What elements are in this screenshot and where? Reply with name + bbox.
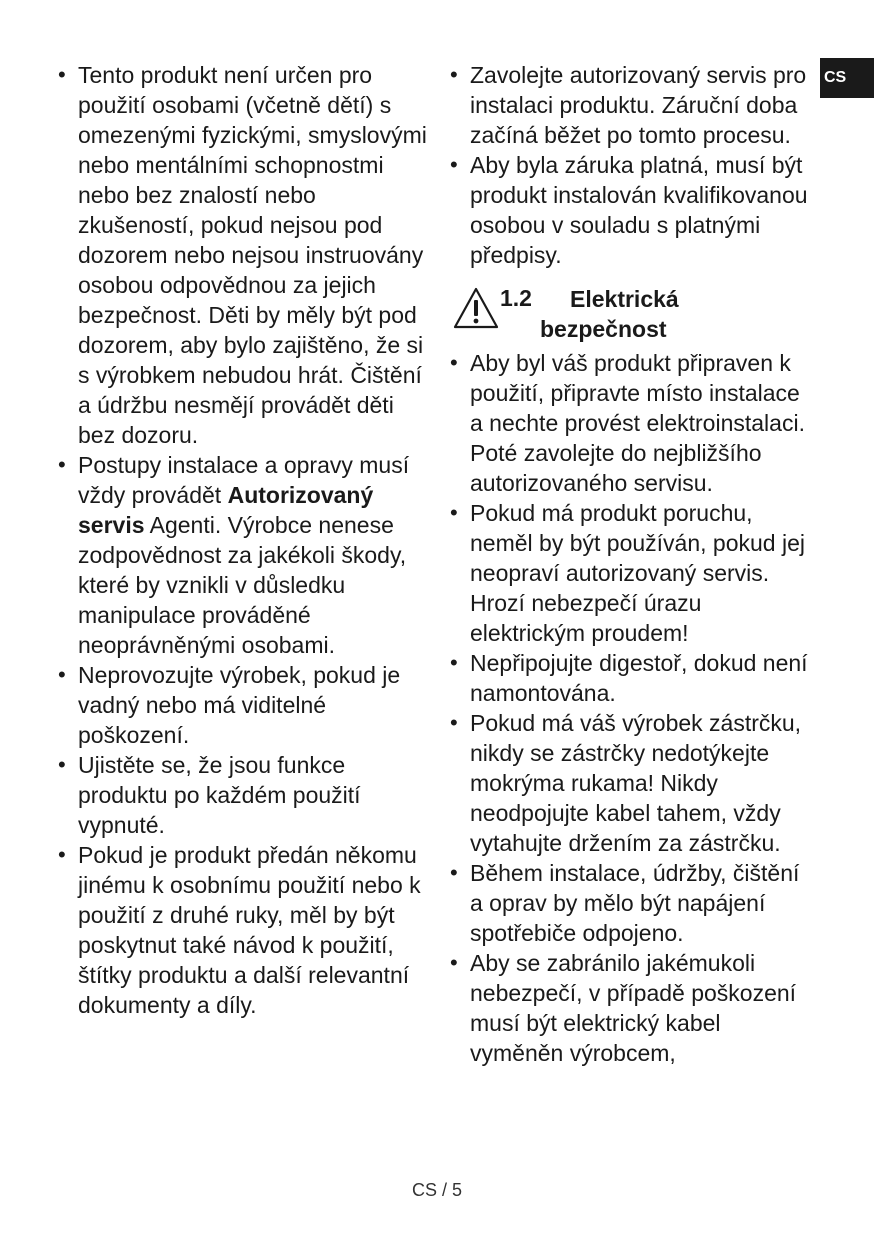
list-item: • Během instalace, údržby, čištění a oprav by mělo být napájení spotřebiče odpojeno. bbox=[450, 858, 816, 948]
left-column bbox=[58, 60, 430, 1020]
list-item: • Aby byla záruka platná, musí být produkt instalován kvalifikovanou osobou v souladu s platnými předpisy. bbox=[450, 150, 816, 270]
language-tab: CS bbox=[820, 58, 874, 98]
right-column bbox=[450, 60, 816, 1068]
list-item: • Zavolejte autorizovaný servis pro instalaci produktu. Záruční doba začíná běžet po tomto procesu. bbox=[450, 60, 816, 150]
right-bullet-list-top bbox=[450, 60, 816, 270]
list-item: • Nepřipojujte digestoř, dokud není namontována. bbox=[450, 648, 816, 708]
list-item bbox=[58, 450, 430, 660]
left-bullet-list bbox=[58, 60, 430, 1020]
warning-triangle-icon bbox=[452, 286, 500, 330]
list-item: • Ujistěte se, že jsou funkce produktu po každém použití vypnuté. bbox=[58, 750, 430, 840]
list-item: • Pokud je produkt předán někomu jinému k osobnímu použití nebo k použití z druhé ruky, měl by být poskytnut také návod k použití, štítky produktu a další relevantní dokumenty a díly. bbox=[58, 840, 430, 1020]
list-item: • Aby byl váš produkt připraven k použití, připravte místo instalace a nechte provést elektroinstalaci. Poté zavolejte do nejbližšího autorizovaného servisu. bbox=[450, 348, 816, 498]
list-item: • Neprovozujte výrobek, pokud je vadný nebo má viditelné poškození. bbox=[58, 660, 430, 750]
authorized-service-emphasis: Autorizovaný servis bbox=[78, 482, 374, 538]
list-item-text: Agenti. Výrobce nenese zodpovědnost za jakékoli škody, které by vznikli v důsledku manipulace prováděné neoprávněnými osobami. bbox=[78, 512, 407, 658]
list-item: • Tento produkt není určen pro použití osobami (včetně dětí) s omezenými fyzickými, smyslovými nebo mentálními schopnostmi nebo bez znalostí nebo zkušeností, pokud nejsou pod dozorem nebo nejsou instruovány osobou odpovědnou za jejich bezpečnost. Děti by měly být pod dozorem, aby bylo zajištěno, že si s výrobkem nebudou hrát. Čištění a údržbu nesmějí provádět děti bez dozoru. bbox=[58, 60, 430, 450]
list-item: • Pokud má váš výrobek zástrčku, nikdy se zástrčky nedotýkejte mokrýma rukama! Nikdy neodpojujte kabel tahem, vždy vytahujte držením za zástrčku. bbox=[450, 708, 816, 858]
section-number: 1.2 bbox=[500, 285, 532, 311]
list-item: • Pokud má produkt poruchu, neměl by být používán, pokud jej neopraví autorizovaný servis. Hrozí nebezpečí úrazu elektrickým proudem! bbox=[450, 498, 816, 648]
right-bullet-list-bottom bbox=[450, 348, 816, 1068]
list-item: • Aby se zabránilo jakémukoli nebezpečí, v případě poškození musí být elektrický kabel vyměněn výrobcem, bbox=[450, 948, 816, 1068]
list-item-text: Postupy instalace a opravy musí vždy provádět bbox=[78, 452, 410, 508]
page-number: CS / 5 bbox=[411, 1180, 463, 1200]
section-title: Elektrická bezpečnost bbox=[540, 286, 679, 342]
section-heading bbox=[450, 284, 816, 340]
